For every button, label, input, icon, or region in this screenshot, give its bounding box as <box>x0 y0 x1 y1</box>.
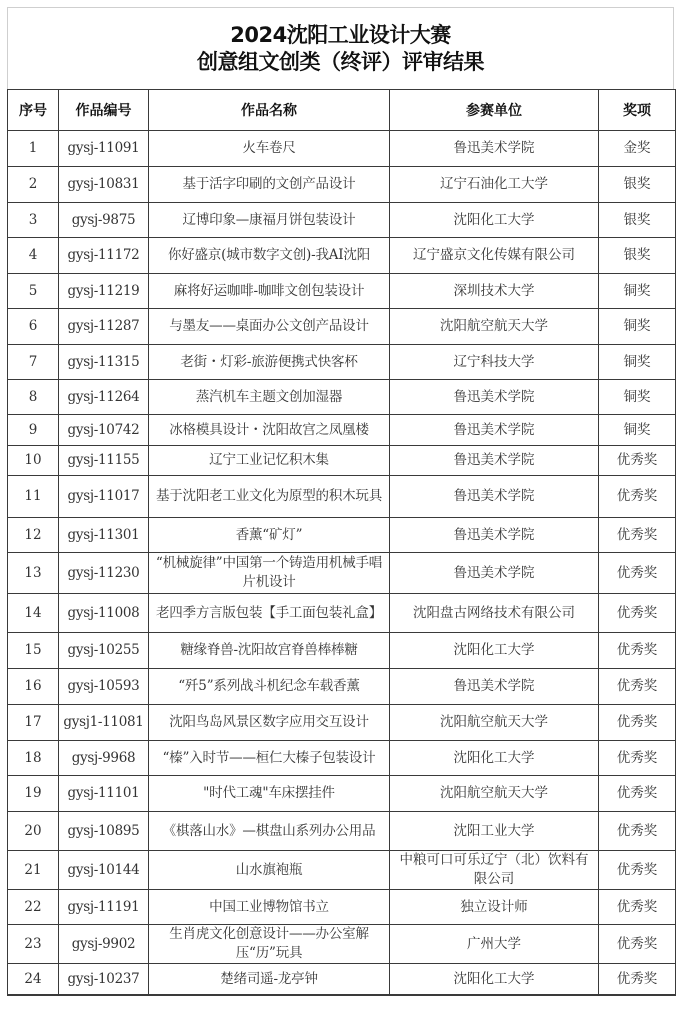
cell-code: gysj-11008 <box>59 594 149 633</box>
cell-award: 优秀奖 <box>599 890 676 925</box>
cell-name: 辽宁工业记忆积木集 <box>149 446 390 476</box>
cell-no: 9 <box>8 415 59 446</box>
cell-name: 基于活字印刷的文创产品设计 <box>149 167 390 203</box>
cell-code: gysj-10895 <box>59 812 149 851</box>
cell-unit: 沈阳化工大学 <box>390 633 599 669</box>
cell-code: gysj-10742 <box>59 415 149 446</box>
cell-name: “歼5”系列战斗机纪念车载香薰 <box>149 669 390 705</box>
cell-award: 金奖 <box>599 131 676 167</box>
cell-no: 13 <box>8 553 59 594</box>
cell-code: gysj-11172 <box>59 238 149 274</box>
table-row <box>8 238 676 274</box>
cell-award: 优秀奖 <box>599 476 676 518</box>
cell-unit: 沈阳工业大学 <box>390 812 599 851</box>
cell-award: 优秀奖 <box>599 594 676 633</box>
table-row <box>8 380 676 415</box>
cell-name: 中国工业博物馆书立 <box>149 890 390 925</box>
cell-code: gysj-9875 <box>59 203 149 238</box>
cell-award: 银奖 <box>599 203 676 238</box>
cell-no: 14 <box>8 594 59 633</box>
cell-code: gysj-11219 <box>59 274 149 309</box>
cell-award: 优秀奖 <box>599 851 676 890</box>
table-row <box>8 518 676 553</box>
cell-name: 冰格模具设计・沈阳故宫之凤凰楼 <box>149 415 390 446</box>
cell-code: gysj-11315 <box>59 345 149 380</box>
cell-no: 4 <box>8 238 59 274</box>
cell-name: 香薰“矿灯” <box>149 518 390 553</box>
cell-award: 优秀奖 <box>599 553 676 594</box>
cell-award: 铜奖 <box>599 309 676 345</box>
cell-unit: 鲁迅美术学院 <box>390 446 599 476</box>
cell-unit: 沈阳化工大学 <box>390 964 599 996</box>
table-row <box>8 890 676 925</box>
cell-code: gysj-9968 <box>59 741 149 776</box>
cell-award: 优秀奖 <box>599 964 676 996</box>
header-code: 作品编号 <box>59 90 149 131</box>
table-body <box>8 131 676 996</box>
cell-no: 10 <box>8 446 59 476</box>
page-title: 2024沈阳工业设计大赛 <box>230 22 451 47</box>
cell-name: 沈阳鸟岛风景区数字应用交互设计 <box>149 705 390 741</box>
cell-no: 18 <box>8 741 59 776</box>
cell-award: 优秀奖 <box>599 669 676 705</box>
cell-name: 老四季方言版包装【手工面包装礼盒】 <box>149 594 390 633</box>
cell-award: 优秀奖 <box>599 776 676 812</box>
cell-no: 16 <box>8 669 59 705</box>
cell-name: 基于沈阳老工业文化为原型的积木玩具 <box>149 476 390 518</box>
title-box <box>7 7 674 89</box>
table-row <box>8 964 676 996</box>
cell-unit: 独立设计师 <box>390 890 599 925</box>
table-row <box>8 812 676 851</box>
cell-unit: 沈阳化工大学 <box>390 741 599 776</box>
cell-name: 生肖虎文化创意设计——办公室解压“历”玩具 <box>149 925 390 964</box>
table-row <box>8 851 676 890</box>
cell-name: 《棋落山水》—棋盘山系列办公用品 <box>149 812 390 851</box>
cell-unit: 沈阳航空航天大学 <box>390 309 599 345</box>
cell-no: 5 <box>8 274 59 309</box>
cell-name: "时代工魂"车床摆挂件 <box>149 776 390 812</box>
cell-no: 12 <box>8 518 59 553</box>
cell-unit: 辽宁科技大学 <box>390 345 599 380</box>
cell-code: gysj1-11081 <box>59 705 149 741</box>
cell-no: 15 <box>8 633 59 669</box>
cell-code: gysj-10593 <box>59 669 149 705</box>
table-row <box>8 167 676 203</box>
cell-unit: 鲁迅美术学院 <box>390 669 599 705</box>
cell-no: 21 <box>8 851 59 890</box>
cell-unit: 沈阳化工大学 <box>390 203 599 238</box>
table-row <box>8 776 676 812</box>
cell-no: 20 <box>8 812 59 851</box>
cell-name: 火车卷尺 <box>149 131 390 167</box>
cell-code: gysj-10144 <box>59 851 149 890</box>
cell-unit: 鲁迅美术学院 <box>390 380 599 415</box>
cell-award: 铜奖 <box>599 345 676 380</box>
table-row <box>8 415 676 446</box>
cell-code: gysj-11101 <box>59 776 149 812</box>
cell-code: gysj-11287 <box>59 309 149 345</box>
cell-name: 辽博印象—康福月饼包装设计 <box>149 203 390 238</box>
cell-award: 优秀奖 <box>599 812 676 851</box>
cell-name: 楚绪司遥-龙亭钟 <box>149 964 390 996</box>
cell-unit: 沈阳盘古网络技术有限公司 <box>390 594 599 633</box>
cell-code: gysj-9902 <box>59 925 149 964</box>
cell-code: gysj-11017 <box>59 476 149 518</box>
table-row <box>8 203 676 238</box>
cell-unit: 辽宁盛京文化传媒有限公司 <box>390 238 599 274</box>
cell-award: 优秀奖 <box>599 446 676 476</box>
table-row <box>8 741 676 776</box>
cell-unit: 辽宁石油化工大学 <box>390 167 599 203</box>
cell-award: 铜奖 <box>599 380 676 415</box>
cell-code: gysj-11301 <box>59 518 149 553</box>
cell-name: “机械旋律”中国第一个铸造用机械手唱片机设计 <box>149 553 390 594</box>
cell-award: 铜奖 <box>599 415 676 446</box>
header-unit: 参赛单位 <box>390 90 599 131</box>
cell-name: 山水旗袍瓶 <box>149 851 390 890</box>
page-subtitle: 创意组文创类（终评）评审结果 <box>197 49 484 74</box>
cell-no: 24 <box>8 964 59 996</box>
cell-unit: 鲁迅美术学院 <box>390 518 599 553</box>
cell-code: gysj-11155 <box>59 446 149 476</box>
header-name: 作品名称 <box>149 90 390 131</box>
cell-no: 6 <box>8 309 59 345</box>
cell-no: 19 <box>8 776 59 812</box>
cell-name: 你好盛京(城市数字文创)-我AI沈阳 <box>149 238 390 274</box>
cell-no: 1 <box>8 131 59 167</box>
cell-award: 优秀奖 <box>599 705 676 741</box>
cell-name: 老街・灯彩-旅游便携式快客杯 <box>149 345 390 380</box>
cell-code: gysj-11264 <box>59 380 149 415</box>
cell-code: gysj-11191 <box>59 890 149 925</box>
cell-unit: 深圳技术大学 <box>390 274 599 309</box>
cell-code: gysj-11230 <box>59 553 149 594</box>
cell-name: 蒸汽机车主题文创加湿器 <box>149 380 390 415</box>
cell-unit: 广州大学 <box>390 925 599 964</box>
header-award: 奖项 <box>599 90 676 131</box>
cell-unit: 鲁迅美术学院 <box>390 415 599 446</box>
cell-no: 17 <box>8 705 59 741</box>
cell-code: gysj-10831 <box>59 167 149 203</box>
cell-name: 与墨友——桌面办公文创产品设计 <box>149 309 390 345</box>
table-row <box>8 309 676 345</box>
table-row <box>8 446 676 476</box>
cell-no: 7 <box>8 345 59 380</box>
cell-name: 糖缘脊兽-沈阳故宫脊兽棒棒糖 <box>149 633 390 669</box>
cell-award: 银奖 <box>599 238 676 274</box>
header-no: 序号 <box>8 90 59 131</box>
cell-award: 优秀奖 <box>599 925 676 964</box>
cell-award: 铜奖 <box>599 274 676 309</box>
table-row <box>8 705 676 741</box>
table-row <box>8 476 676 518</box>
cell-award: 优秀奖 <box>599 518 676 553</box>
table-row <box>8 553 676 594</box>
table-row <box>8 594 676 633</box>
cell-unit: 中粮可口可乐辽宁（北）饮料有限公司 <box>390 851 599 890</box>
cell-unit: 鲁迅美术学院 <box>390 553 599 594</box>
cell-no: 23 <box>8 925 59 964</box>
cell-unit: 沈阳航空航天大学 <box>390 776 599 812</box>
table-row <box>8 669 676 705</box>
cell-no: 22 <box>8 890 59 925</box>
cell-unit: 沈阳航空航天大学 <box>390 705 599 741</box>
cell-no: 11 <box>8 476 59 518</box>
cell-name: 麻将好运咖啡-咖啡文创包装设计 <box>149 274 390 309</box>
results-table <box>7 89 676 996</box>
cell-award: 银奖 <box>599 167 676 203</box>
cell-no: 8 <box>8 380 59 415</box>
cell-unit: 鲁迅美术学院 <box>390 131 599 167</box>
cell-code: gysj-10237 <box>59 964 149 996</box>
cell-award: 优秀奖 <box>599 633 676 669</box>
cell-code: gysj-10255 <box>59 633 149 669</box>
table-row <box>8 131 676 167</box>
table-row <box>8 633 676 669</box>
cell-name: “榛”入时节——桓仁大榛子包装设计 <box>149 741 390 776</box>
table-header-row <box>8 90 676 131</box>
table-row <box>8 274 676 309</box>
cell-no: 3 <box>8 203 59 238</box>
cell-no: 2 <box>8 167 59 203</box>
cell-unit: 鲁迅美术学院 <box>390 476 599 518</box>
table-row <box>8 925 676 964</box>
table-row <box>8 345 676 380</box>
cell-code: gysj-11091 <box>59 131 149 167</box>
cell-award: 优秀奖 <box>599 741 676 776</box>
